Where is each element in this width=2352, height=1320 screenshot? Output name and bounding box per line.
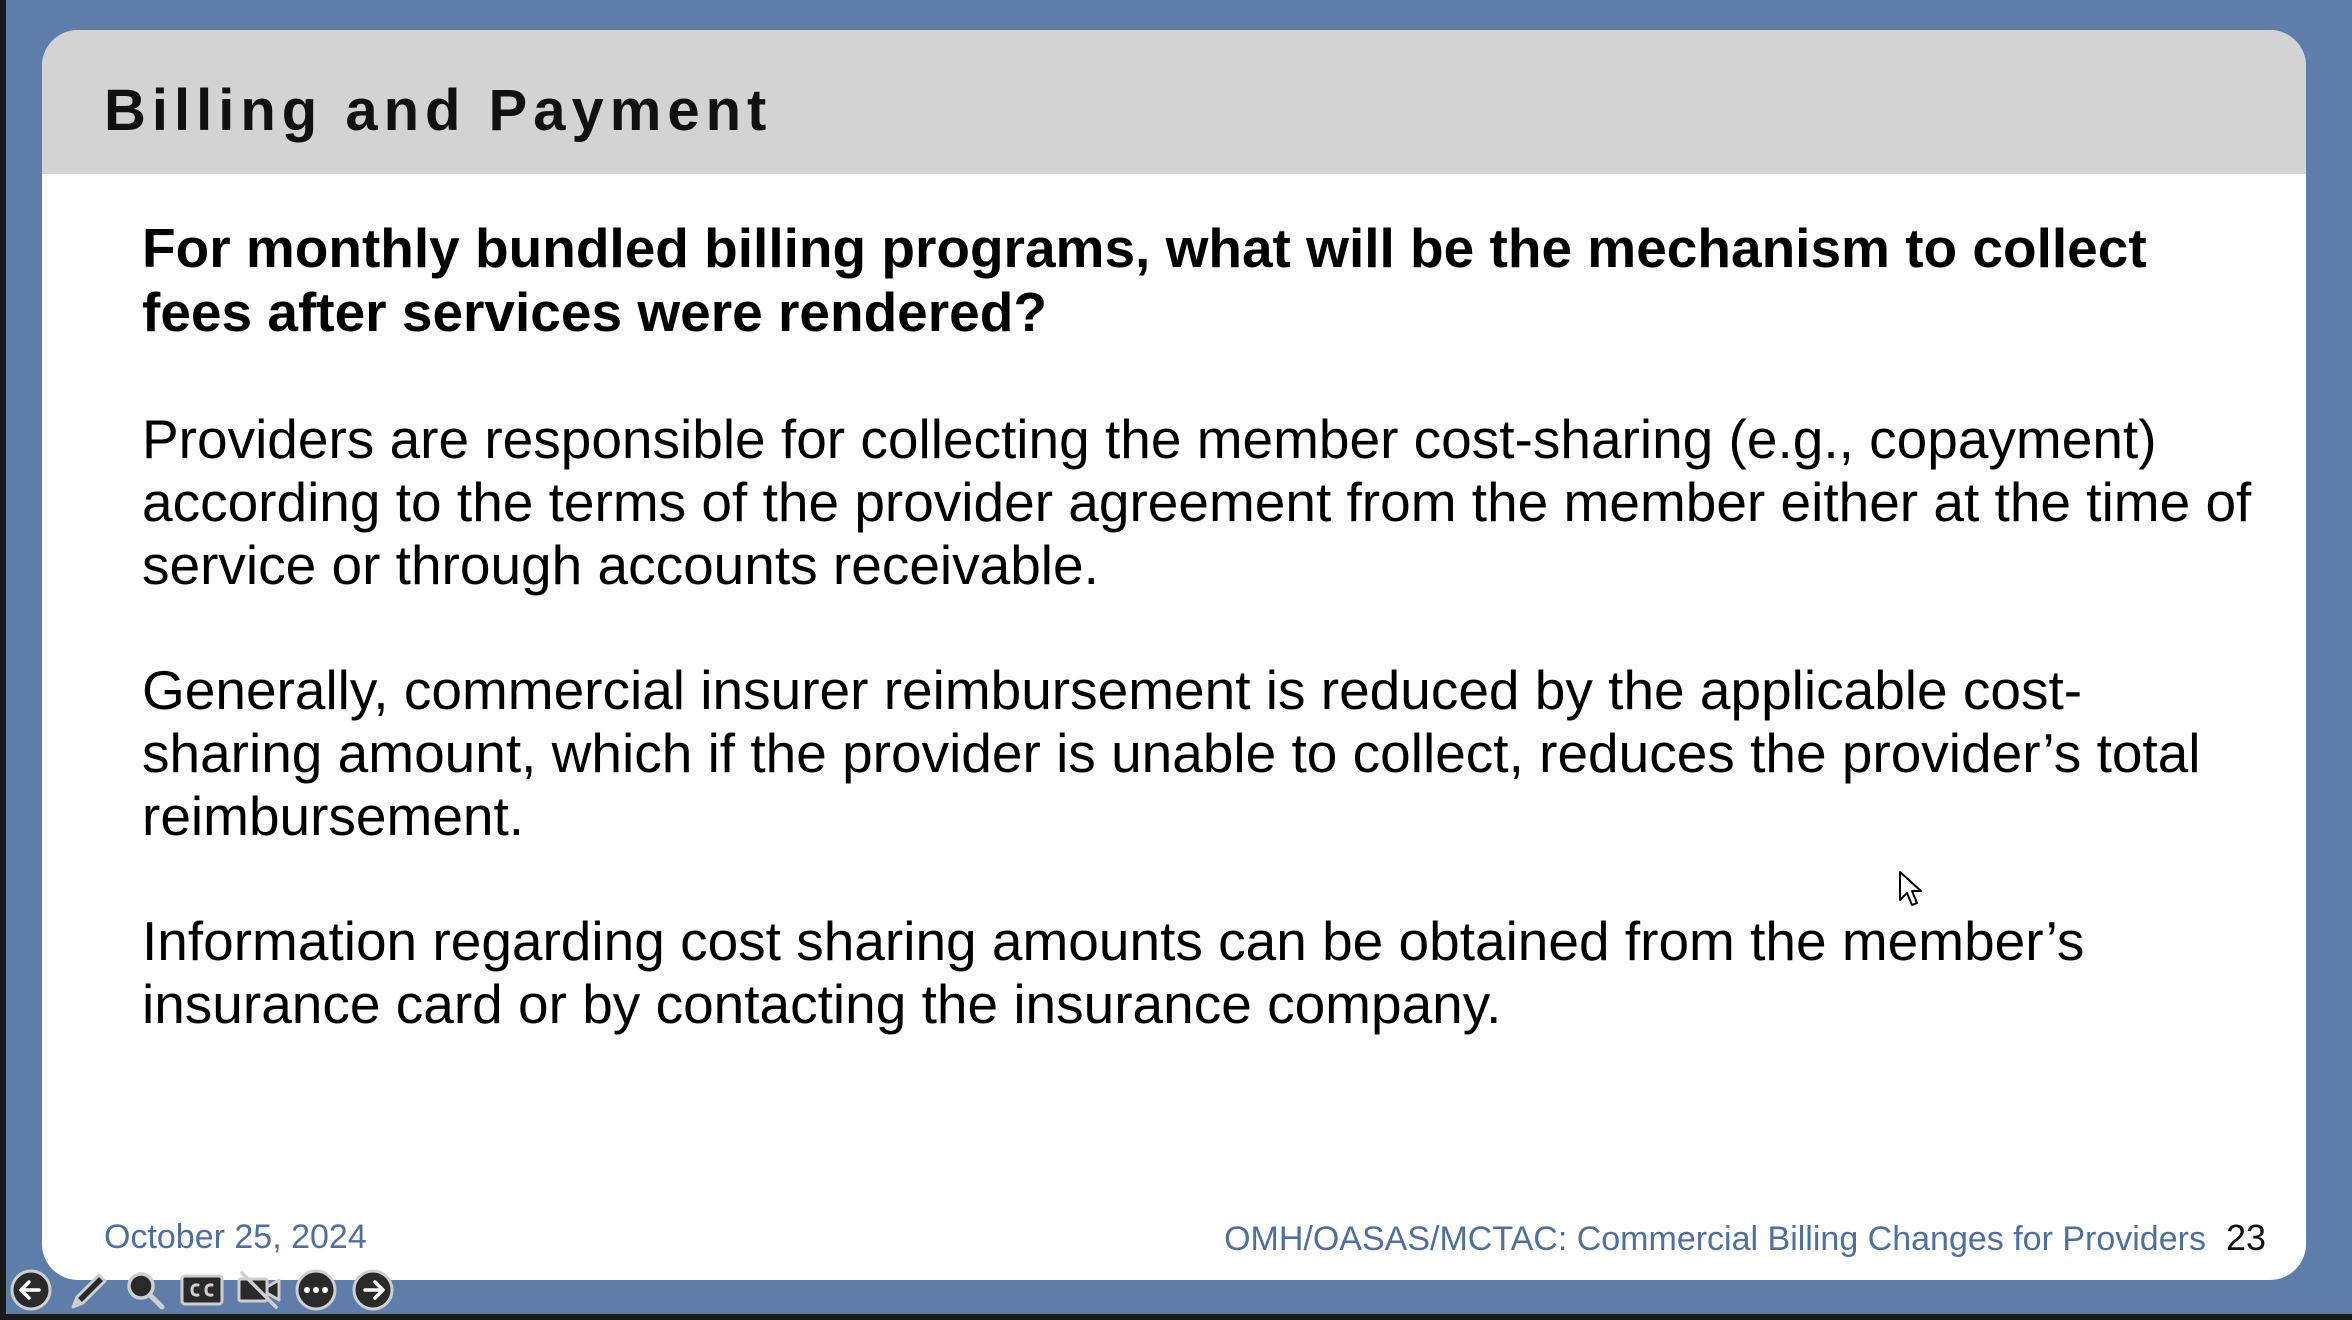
pen-tool-button[interactable] [65,1267,111,1313]
slide [42,30,2306,1280]
slide-footer [1224,1217,2266,1258]
zoom-icon [122,1267,168,1313]
slide-paragraph-3: Information regarding cost sharing amounts can be obtained from the member’s insurance card or by contacting the insurance company. [142,910,2085,1035]
mouse-pointer-icon [1898,870,1924,908]
previous-slide-button[interactable] [8,1267,54,1313]
slide-title: Billing and Payment [104,78,773,143]
more-options-button[interactable] [293,1267,339,1313]
next-slide-button[interactable] [350,1267,396,1313]
more-options-icon [293,1267,339,1313]
window-edge-bottom [0,1314,2352,1320]
next-slide-icon [350,1267,396,1313]
slide-question: For monthly bundled billing programs, what will be the mechanism to collect fees after services were rendered? [142,217,2147,343]
closed-captions-button[interactable] [179,1267,225,1313]
presentation-toolbar [8,1267,396,1313]
camera-off-icon [236,1267,282,1313]
slide-page-number: 23 [2225,1217,2266,1258]
slide-paragraph-1: Providers are responsible for collecting the member cost-sharing (e.g., copayment) according to the terms of the provider agreement from the member either at the time of service or through accounts receivable. [142,408,2252,596]
slide-title-bar [42,30,2306,174]
zoom-button[interactable] [122,1267,168,1313]
closed-captions-icon [179,1267,225,1313]
slide-paragraph-2: Generally, commercial insurer reimbursement is reduced by the applicable cost-sharing amount, which if the provider is unable to collect, reduces the provider’s total reimbursement. [142,659,2201,847]
slide-footer-caption: OMH/OASAS/MCTAC: Commercial Billing Changes for Providers [1224,1220,2206,1258]
camera-toggle-button[interactable] [236,1267,282,1313]
slide-body [142,216,2262,1098]
pen-icon [65,1267,111,1313]
previous-slide-icon [8,1267,54,1313]
slide-footer-date: October 25, 2024 [104,1218,367,1256]
window-edge-left [0,0,6,1320]
